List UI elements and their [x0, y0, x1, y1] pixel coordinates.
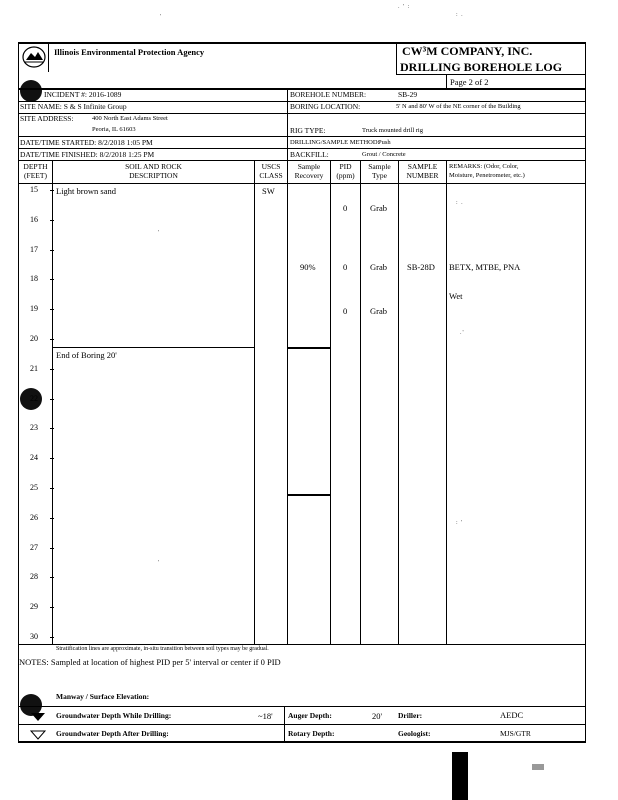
auger-depth-label: Auger Depth: — [288, 711, 332, 720]
depth-tick-label: 18 — [30, 274, 38, 283]
water-level-after-icon — [30, 727, 46, 745]
scan-noise: ' — [158, 560, 161, 566]
depth-tick-label: 23 — [30, 423, 38, 432]
manway-elevation-label: Manway / Surface Elevation: — [56, 692, 150, 701]
col-pid: PID (ppm) — [336, 162, 355, 180]
scan-noise: ' — [160, 14, 163, 20]
borehole-label: BOREHOLE NUMBER: — [290, 90, 367, 99]
water-level-icon — [30, 709, 46, 727]
gw-while-drilling-value: ~18' — [258, 711, 273, 721]
depth-tick-mark — [50, 518, 54, 519]
date-finished: DATE/TIME FINISHED: 8/2/2018 1:25 PM — [20, 150, 155, 159]
depth-tick-label: 17 — [30, 245, 38, 254]
uscs-class: SW — [262, 186, 275, 196]
geologist-label: Geologist: — [398, 729, 431, 738]
borehole-number: SB-29 — [398, 90, 418, 99]
scan-artifact-bar — [452, 752, 468, 800]
depth-tick-mark — [50, 577, 54, 578]
site-address-line1: 400 North East Adams Street — [92, 115, 168, 122]
driller-value: AEDC — [500, 710, 524, 720]
depth-tick-label: 25 — [30, 483, 38, 492]
backfill-label: BACKFILL: — [290, 150, 329, 159]
depth-tick-label: 21 — [30, 364, 38, 373]
depth-tick-mark — [50, 607, 54, 608]
depth-tick-mark — [50, 488, 54, 489]
depth-tick-label: 29 — [30, 602, 38, 611]
depth-tick-mark — [50, 250, 54, 251]
col-soil-description: SOIL AND ROCK DESCRIPTION — [125, 162, 182, 180]
depth-tick-label: 28 — [30, 572, 38, 581]
backfill-value: Grout / Concrete — [362, 151, 406, 158]
depth-tick-mark — [50, 428, 54, 429]
depth-tick-mark — [50, 399, 54, 400]
drilling-method: Push — [378, 139, 391, 146]
col-sample-number: SAMPLE NUMBER — [406, 162, 439, 180]
depth-tick-label: 27 — [30, 543, 38, 552]
pid-reading-3: 0 — [343, 306, 348, 316]
depth-tick-mark — [50, 339, 54, 340]
remark-analytes: BETX, MTBE, PNA — [449, 262, 521, 272]
sample-number: SB-28D — [407, 262, 435, 272]
depth-tick-mark — [50, 220, 54, 221]
boring-location-label: BORING LOCATION: — [290, 102, 361, 111]
soil-description: Light brown sand — [56, 186, 116, 196]
col-depth: DEPTH (FEET) — [23, 162, 48, 180]
depth-tick-label: 24 — [30, 453, 38, 462]
hole-punch-top — [20, 80, 42, 102]
depth-tick-mark — [50, 279, 54, 280]
agency-name: Illinois Environmental Protection Agency — [54, 47, 205, 57]
geologist-value: MJS/GTR — [500, 729, 531, 738]
rig-type: Truck mounted drill rig — [362, 127, 423, 134]
company-name: CW³M COMPANY, INC. — [402, 44, 533, 58]
stratification-note: Stratification lines are approximate, in-situ transition between soil types may be gradual. — [56, 646, 269, 652]
driller-label: Driller: — [398, 711, 423, 720]
depth-tick-label: 30 — [30, 632, 38, 641]
rig-type-label: RIG TYPE: — [290, 126, 326, 135]
depth-tick-label: 20 — [30, 334, 38, 343]
site-address-line2: Peoria, IL 61603 — [92, 126, 136, 133]
site-name: SITE NAME: S & S Infinite Group — [20, 102, 127, 111]
depth-tick-mark — [50, 369, 54, 370]
auger-depth-value: 20' — [372, 711, 383, 721]
pid-reading-1: 0 — [343, 203, 348, 213]
col-uscs-class: USCS CLASS — [259, 162, 283, 180]
gw-while-drilling-label: Groundwater Depth While Drilling: — [56, 711, 172, 720]
scan-noise: ' — [158, 230, 161, 236]
sample-type-1: Grab — [370, 203, 387, 213]
depth-tick-mark — [50, 548, 54, 549]
depth-tick-mark — [50, 309, 54, 310]
date-started: DATE/TIME STARTED: 8/2/2018 1:05 PM — [20, 138, 153, 147]
rotary-depth-label: Rotary Depth: — [288, 729, 335, 738]
col-remarks: REMARKS: (Odor, Color, Moisture, Penetrometer, etc.) — [449, 163, 525, 179]
depth-tick-mark — [50, 190, 54, 191]
scan-noise: : ' — [456, 520, 464, 526]
end-of-boring: End of Boring 20' — [56, 350, 117, 360]
sample-type-3: Grab — [370, 306, 387, 316]
depth-tick-label: 16 — [30, 215, 38, 224]
site-address-label: SITE ADDRESS: — [20, 114, 74, 123]
depth-tick-label: 19 — [30, 304, 38, 313]
boring-location: 5' N and 80' W of the NE corner of the Building — [396, 103, 521, 110]
remark-moisture: Wet — [449, 291, 463, 301]
depth-tick-label: 15 — [30, 185, 38, 194]
pid-reading-2: 0 — [343, 262, 348, 272]
agency-logo — [22, 46, 46, 68]
sample-recovery: 90% — [300, 262, 316, 272]
depth-tick-label: 26 — [30, 513, 38, 522]
col-sample-recovery: Sample Recovery — [294, 162, 324, 180]
scan-noise: : . — [456, 12, 464, 18]
col-sample-type: Sample Type — [368, 162, 391, 180]
scan-artifact-mark — [532, 764, 544, 770]
depth-tick-mark — [50, 458, 54, 459]
sample-type-2: Grab — [370, 262, 387, 272]
scan-noise: : . — [456, 200, 464, 206]
form-title: DRILLING BOREHOLE LOG — [400, 60, 563, 74]
scan-noise: . ' : — [398, 4, 411, 10]
gw-after-drilling-label: Groundwater Depth After Drilling: — [56, 729, 169, 738]
depth-tick-mark — [50, 637, 54, 638]
notes: NOTES: Sampled at location of highest PID per 5' interval or center if 0 PID — [19, 657, 281, 667]
scan-noise: .' — [460, 330, 465, 336]
depth-tick-label: 22 — [30, 394, 38, 403]
incident-number: INCIDENT #: 2016-1089 — [44, 90, 122, 99]
page-indicator: Page 2 of 2 — [450, 77, 489, 87]
drilling-method-label: DRILLING/SAMPLE METHOD: — [290, 139, 380, 146]
